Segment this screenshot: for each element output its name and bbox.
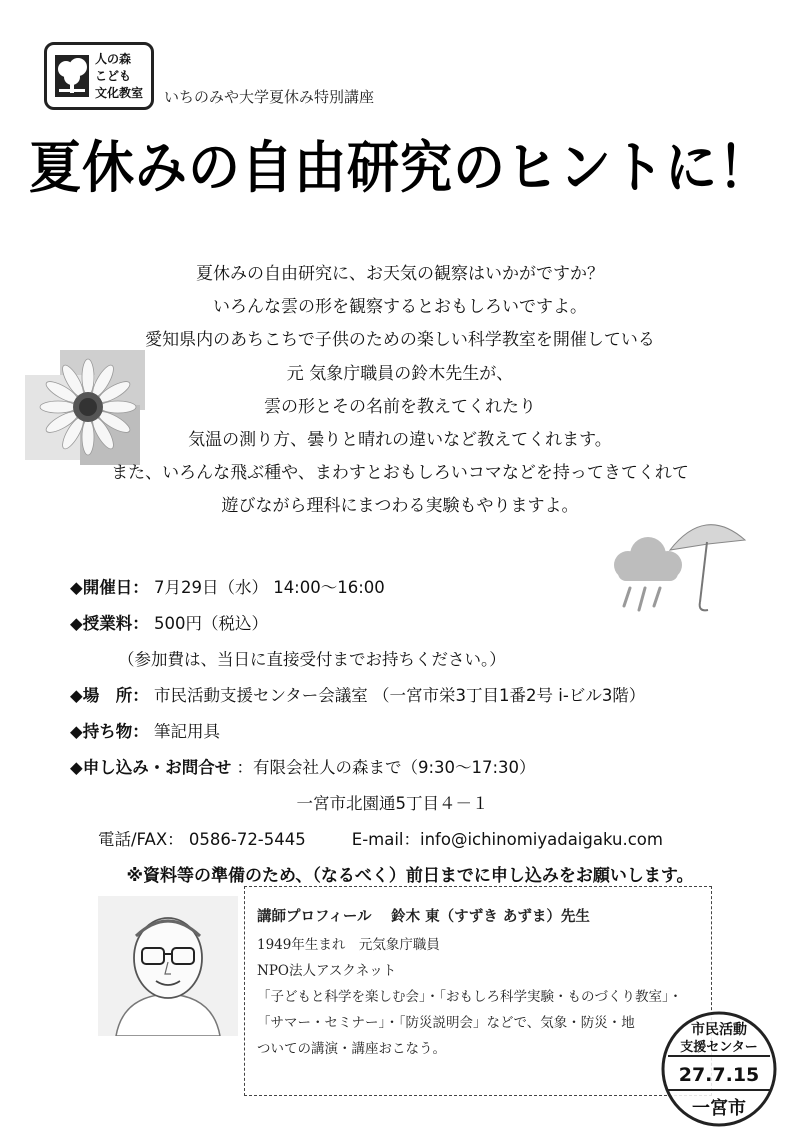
instructor-profile bbox=[244, 886, 712, 1096]
profile-line: NPO法人アスクネット bbox=[257, 963, 397, 979]
place-row bbox=[70, 678, 770, 714]
apply-label: ◆申し込み・お問合せ bbox=[70, 758, 232, 777]
intro-line: 遊びながら理科にまつわる実験もやりますよ。 bbox=[221, 496, 579, 517]
intro-line: また、いろんな飛ぶ種や、まわすとおもしろいコマなどを持ってきてくれて bbox=[111, 463, 689, 484]
fee-note: （参加費は、当日に直接受付までお持ちください。） bbox=[118, 650, 506, 669]
intro-line: 雲の形とその名前を教えてくれたり bbox=[264, 396, 536, 417]
profile-line: ついての講演・講座おこなう。 bbox=[257, 1041, 446, 1057]
event-details bbox=[70, 570, 770, 894]
intro-line: 夏休みの自由研究に、お天気の観察はいかがですか？ bbox=[196, 264, 604, 284]
apply-value: ：有限会社人の森まで（9:30〜17:30） bbox=[236, 758, 536, 777]
intro-line: 元 気象庁職員の鈴木先生が、 bbox=[286, 363, 514, 384]
profile-heading: 講師プロフィール 鈴木 東（すずき あずま）先生 bbox=[257, 909, 590, 925]
items-row bbox=[70, 714, 770, 750]
notice: ※資料等の準備のため、（なるべく）前日までに申し込みをお願いします。 bbox=[126, 866, 694, 886]
profile-line: 「子どもと科学を楽しむ会」・「おもしろ科学実験・ものづくり教室」・ bbox=[257, 989, 683, 1005]
profile-line: 1949年生まれ 元気象庁職員 bbox=[257, 937, 440, 953]
reception-stamp bbox=[660, 1010, 778, 1128]
intro-text bbox=[0, 258, 800, 524]
fee-label: ◆授業料： bbox=[70, 614, 149, 633]
instructor-portrait bbox=[98, 896, 238, 1036]
place-value: 市民活動支援センター会議室 （一宮市栄3丁目1番2号 i-ビル3階） bbox=[153, 686, 646, 705]
logo-line-1: 人の森 bbox=[95, 52, 132, 66]
fee-value: 500円（税込） bbox=[153, 614, 268, 633]
intro-line: いろんな雲の形を観察するとおもしろいですよ。 bbox=[213, 297, 587, 318]
stamp-bottom-text: 一宮市 bbox=[692, 1098, 746, 1119]
stamp-date: 27.7.15 bbox=[678, 1064, 760, 1086]
logo-line-2: こども bbox=[95, 69, 132, 83]
tree-logo-icon bbox=[55, 55, 89, 97]
contact-row bbox=[70, 822, 770, 858]
address: 一宮市北園通5丁目４－１ bbox=[296, 794, 489, 813]
date-label: ◆開催日： bbox=[70, 578, 149, 597]
phone-fax: 電話/FAX： 0586-72-5445 bbox=[98, 830, 306, 849]
profile-line: 「サマー・セミナー」・「防災説明会」などで、気象・防災・地 bbox=[257, 1015, 635, 1031]
date-row bbox=[70, 570, 770, 606]
email: E-mail：info@ichinomiyadaigaku.com bbox=[351, 830, 663, 849]
items-value: 筆記用具 bbox=[153, 722, 220, 741]
stamp-top-text: 市民活動 bbox=[691, 1022, 747, 1038]
logo bbox=[44, 42, 154, 110]
intro-line: 愛知県内のあちこちで子供のための楽しい科学教室を開催している bbox=[145, 330, 655, 351]
date-value: 7月29日（水） 14:00〜16:00 bbox=[153, 578, 385, 597]
fee-row bbox=[70, 606, 770, 642]
apply-row bbox=[70, 750, 770, 786]
stamp-mid-text: 支援センター bbox=[680, 1040, 758, 1055]
place-label: ◆場 所： bbox=[70, 686, 149, 705]
subtitle: いちのみや大学夏休み特別講座 bbox=[164, 88, 375, 106]
items-label: ◆持ち物： bbox=[70, 722, 149, 741]
logo-line-3: 文化教室 bbox=[95, 86, 144, 100]
page-title: 夏休みの自由研究のヒントに！ bbox=[28, 136, 771, 201]
intro-line: 気温の測り方、曇りと晴れの違いなど教えてくれます。 bbox=[188, 429, 612, 450]
